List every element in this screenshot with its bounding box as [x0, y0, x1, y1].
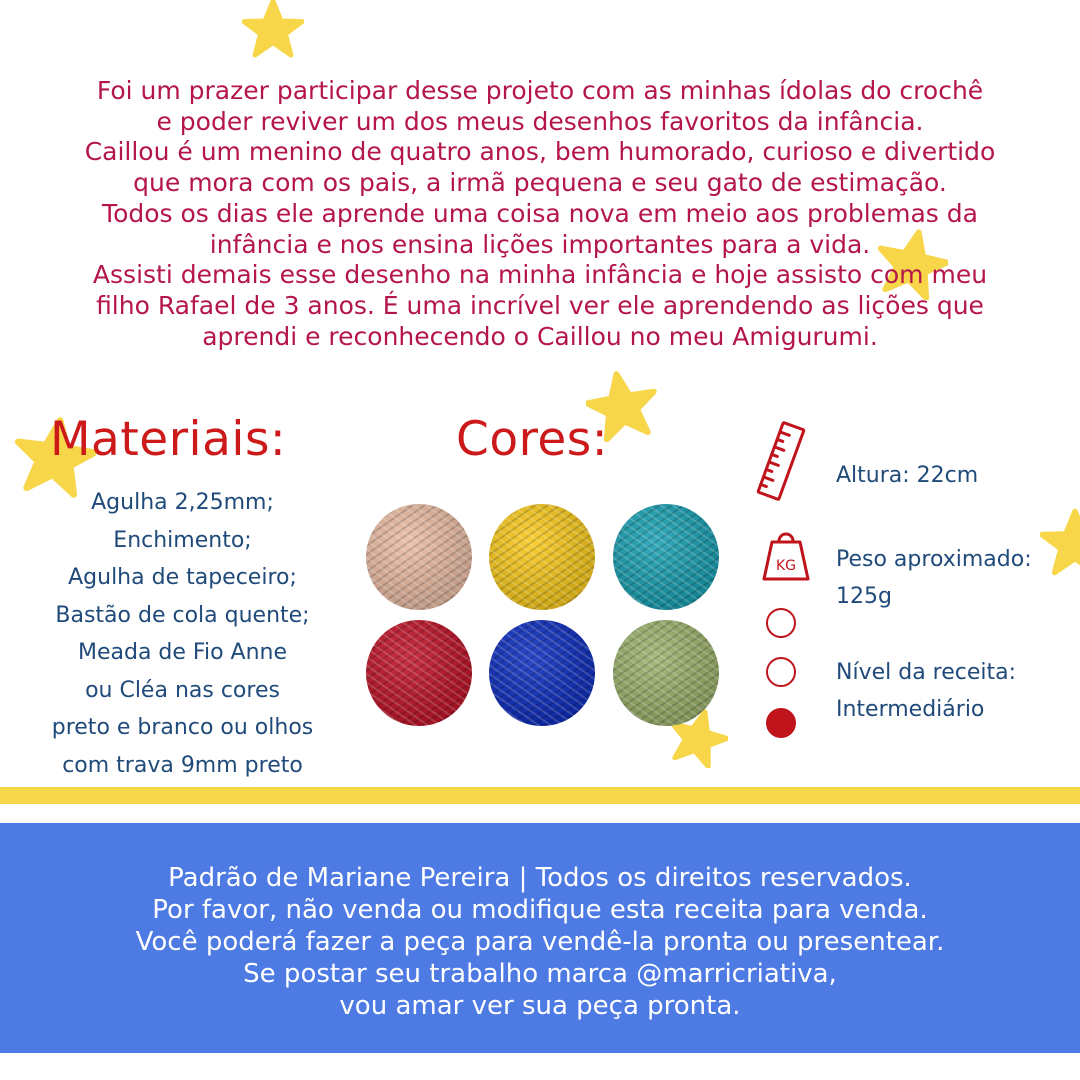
intro-line: que mora com os pais, a irmã pequena e seu gato de estimação.: [133, 168, 947, 198]
level-value: Intermediário: [836, 697, 985, 722]
materials-item: Bastão de cola quente;: [55, 602, 310, 628]
weight-label: Peso aproximado:: [836, 547, 1032, 572]
footer-line: vou amar ver sua peça pronta.: [339, 991, 741, 1021]
yarn-swatch: [613, 504, 719, 610]
footer-line: Padrão de Mariane Pereira | Todos os direitos reservados.: [168, 863, 912, 893]
materials-heading: Materiais:: [50, 412, 287, 467]
level-indicator-dot: [766, 608, 796, 638]
yarn-swatch: [613, 620, 719, 726]
ruler-icon: [750, 420, 812, 502]
intro-line: Todos os dias ele aprende uma coisa nova em meio aos problemas da: [102, 198, 978, 228]
materials-item: com trava 9mm preto: [62, 752, 303, 778]
footer-line: Por favor, não venda ou modifique esta receita para venda.: [152, 895, 928, 925]
materials-item: Agulha 2,25mm;: [91, 490, 274, 515]
intro-line: Foi um prazer participar desse projeto com as minhas ídolas do crochê: [96, 76, 984, 105]
kg-text: KG: [775, 558, 797, 574]
star-decoration: [1040, 508, 1080, 578]
footer-line: Você poderá fazer a peça para vendê-la pronta ou presentear.: [135, 927, 945, 957]
intro-line: aprendi e reconhecendo o Caillou no meu Amigurumi.: [202, 321, 878, 351]
footer-line: Se postar seu trabalho marca @marricriativa,: [243, 959, 837, 989]
intro-line: e poder reviver um dos meus desenhos favoritos da infância.: [156, 106, 924, 136]
yarn-swatch: [366, 620, 472, 726]
materials-item: Agulha de tapeceiro;: [68, 565, 297, 590]
weight-value: 125g: [836, 584, 892, 609]
divider-stripe: [0, 787, 1080, 804]
level-indicator-dot: [766, 657, 796, 687]
kettlebell-kg-icon: [760, 527, 812, 583]
level-indicator-dot: [766, 708, 796, 738]
materials-item: Enchimento;: [113, 527, 252, 553]
materials-list: [20, 484, 345, 784]
yarn-swatch: [489, 504, 595, 610]
intro-line: Caillou é um menino de quatro anos, bem humorado, curioso e divertido: [84, 137, 996, 167]
intro-line: filho Rafael de 3 anos. É uma incrível ver ele aprendendo as lições que: [96, 290, 984, 320]
yarn-swatch: [366, 504, 472, 610]
materials-item: Meada de Fio Anne: [77, 640, 288, 665]
star-decoration: [242, 0, 304, 60]
yarn-swatch: [489, 620, 595, 726]
intro-line: Assisti demais esse desenho na minha infância e hoje assisto com meu: [92, 260, 988, 290]
materials-item: ou Cléa nas cores: [85, 677, 280, 703]
colors-heading: Cores:: [456, 412, 609, 467]
intro-text: [20, 76, 1060, 352]
level-label: Nível da receita:: [836, 660, 1017, 685]
height-label: Altura: 22cm: [836, 463, 979, 488]
materials-item: preto e branco ou olhos: [51, 715, 314, 740]
footer-text: [0, 862, 1080, 1022]
intro-line: infância e nos ensina lições importantes para a vida.: [209, 229, 871, 259]
